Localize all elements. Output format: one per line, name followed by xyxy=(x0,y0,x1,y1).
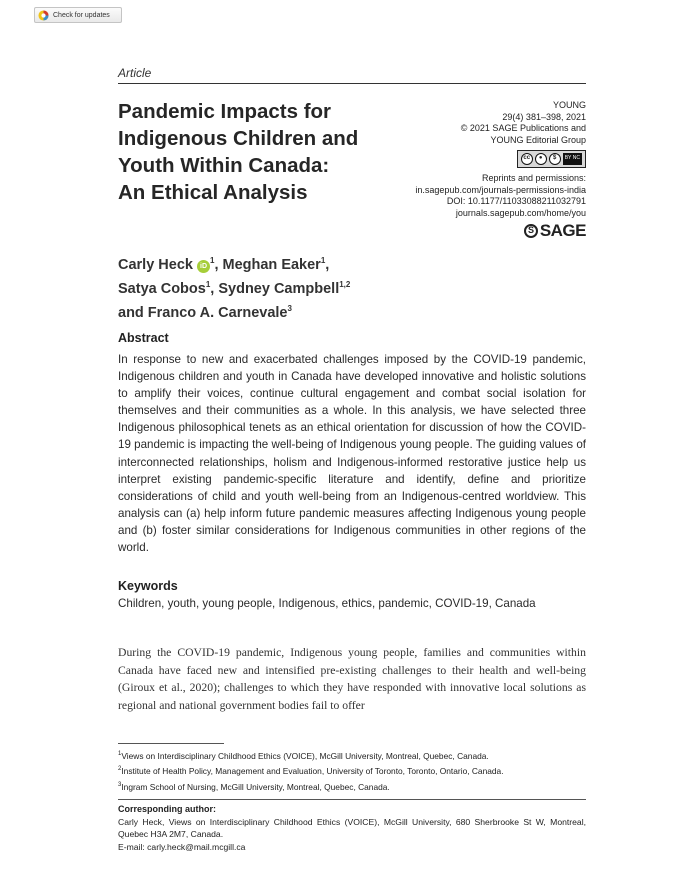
copyright-line: © 2021 SAGE Publications and xyxy=(460,123,586,133)
cc-license-label xyxy=(563,153,582,165)
footnote-text: Institute of Health Policy, Management and Evaluation, University of Toronto, Toronto, Ontario, Canada. xyxy=(121,766,504,777)
author-name: and Franco A. Carnevale xyxy=(118,304,288,321)
article-type-label: Article xyxy=(118,66,152,80)
keywords-text: Children, youth, young people, Indigenous, ethics, pandemic, COVID-19, Canada xyxy=(118,597,536,610)
check-for-updates-button[interactable] xyxy=(34,7,122,23)
affiliation-marker: 1,2 xyxy=(339,279,351,289)
sage-logo xyxy=(356,221,586,241)
reprints-link[interactable]: in.sagepub.com/journals-permissions-india xyxy=(415,184,586,195)
sage-s-icon: S xyxy=(524,224,538,238)
author-name: Satya Cobos xyxy=(118,280,206,297)
footnote-number: 1 xyxy=(118,751,122,757)
header-divider xyxy=(118,83,586,84)
keywords-heading: Keywords xyxy=(118,579,178,593)
title-line: Youth Within Canada: xyxy=(118,154,330,177)
cc-logo-icon: cc xyxy=(521,153,533,165)
affiliation-marker: 3 xyxy=(287,303,292,313)
paper-title xyxy=(118,98,388,206)
footnote-number: 2 xyxy=(118,766,122,773)
title-line: Indigenous Children and xyxy=(118,127,359,150)
footnote-item xyxy=(118,779,598,794)
author-name: , Sydney Campbell xyxy=(210,280,340,297)
abstract-text: In response to new and exacerbated challenges imposed by the COVID-19 pandemic, Indigenous children and youth in Canada have developed innovative and holistic solutions to amplify their voices, continue cultural engagement and combat social isolation for themselves and their communities as a whole. In this analysis, we have selected three Indigenous philosophical tenets as an ethical orientation for discussion of how the COVID-19 pandemic is impacting the well-being of Indigenous young people. The guiding values of interconnected relationships, holism and Indigenous-informed restorative justice help us interpret existing pandemic-specific literature and identify, define and prioritize considerations of child and youth well-being from an Indigenous-centred worldview. This analysis can (a) help inform future pandemic measures affecting Indigenous young people and (b) foster similar considerations for Indigenous communities in other regions of the world. xyxy=(118,353,586,555)
corresponding-author-block xyxy=(118,803,586,853)
affiliation-marker: 1 xyxy=(210,256,215,265)
cc-nc-icon: $ xyxy=(549,153,561,165)
footnote-text: Ingram School of Nursing, McGill University, Montreal, Quebec, Canada. xyxy=(121,781,390,792)
cc-nc-label: NC xyxy=(572,155,580,162)
footnote-item xyxy=(118,763,598,778)
footnote-number: 3 xyxy=(118,781,122,788)
abstract-heading: Abstract xyxy=(118,331,169,345)
doi-link[interactable]: DOI: 10.1177/11033088211032791 xyxy=(446,196,586,206)
author-line xyxy=(118,275,418,299)
check-for-updates-label: Check for updates xyxy=(53,11,110,19)
author-name: , Meghan Eaker xyxy=(214,256,321,273)
crossmark-icon xyxy=(38,10,49,21)
footnote-divider xyxy=(118,743,224,744)
journal-homepage-link[interactable]: journals.sagepub.com/home/you xyxy=(455,207,586,218)
footnote-item xyxy=(118,748,598,763)
body-paragraph: During the COVID-19 pandemic, Indigenous young people, families and communities within Canada have faced new and intensified pre-existing challenges to their health and well-being (Giroux et al., 2020); challenges to which they have responded with innovative local solutions as regional and national government bodies fail to offer xyxy=(118,646,586,713)
author-list xyxy=(118,251,418,322)
author-line: Carly Heck $iD^1$, Meghan Eaker$^1$, xyxy=(118,256,330,273)
footnote-text: Views on Interdisciplinary Childhood Ethics (VOICE), McGill University, Montreal, Quebec, Canada. xyxy=(121,750,489,761)
title-line: An Ethical Analysis xyxy=(118,181,308,204)
copyright-line: YOUNG Editorial Group xyxy=(490,134,586,145)
corresponding-email[interactable]: E-mail: carly.heck@mail.mcgill.ca xyxy=(118,841,246,852)
author-line xyxy=(118,299,418,323)
affiliation-footnotes xyxy=(118,748,598,794)
affiliation-marker: 1 xyxy=(205,279,211,289)
orcid-icon[interactable]: iD xyxy=(197,260,210,273)
journal-volume: 29(4) 381–398, 2021 xyxy=(502,111,586,122)
affiliation-marker: 1 xyxy=(320,256,326,265)
journal-info xyxy=(356,100,586,241)
cc-by-label: BY xyxy=(564,155,572,162)
cc-by-icon: ● xyxy=(535,153,547,165)
corresponding-divider xyxy=(118,799,586,800)
sage-logo-text: SAGE xyxy=(539,221,586,241)
creative-commons-icon[interactable] xyxy=(517,150,586,168)
journal-name: YOUNG xyxy=(552,100,586,110)
corresponding-address: Carly Heck, Views on Interdisciplinary Childhood Ethics (VOICE), McGill University, 680 Sherbrooke St W, Montreal, Quebec H3A 2M7, Canada. xyxy=(118,816,586,839)
author-name: Carly Heck xyxy=(118,256,193,273)
title-line: Pandemic Impacts for xyxy=(118,100,332,123)
corresponding-heading: Corresponding author: xyxy=(118,804,216,814)
reprints-label: Reprints and permissions: xyxy=(481,173,586,183)
